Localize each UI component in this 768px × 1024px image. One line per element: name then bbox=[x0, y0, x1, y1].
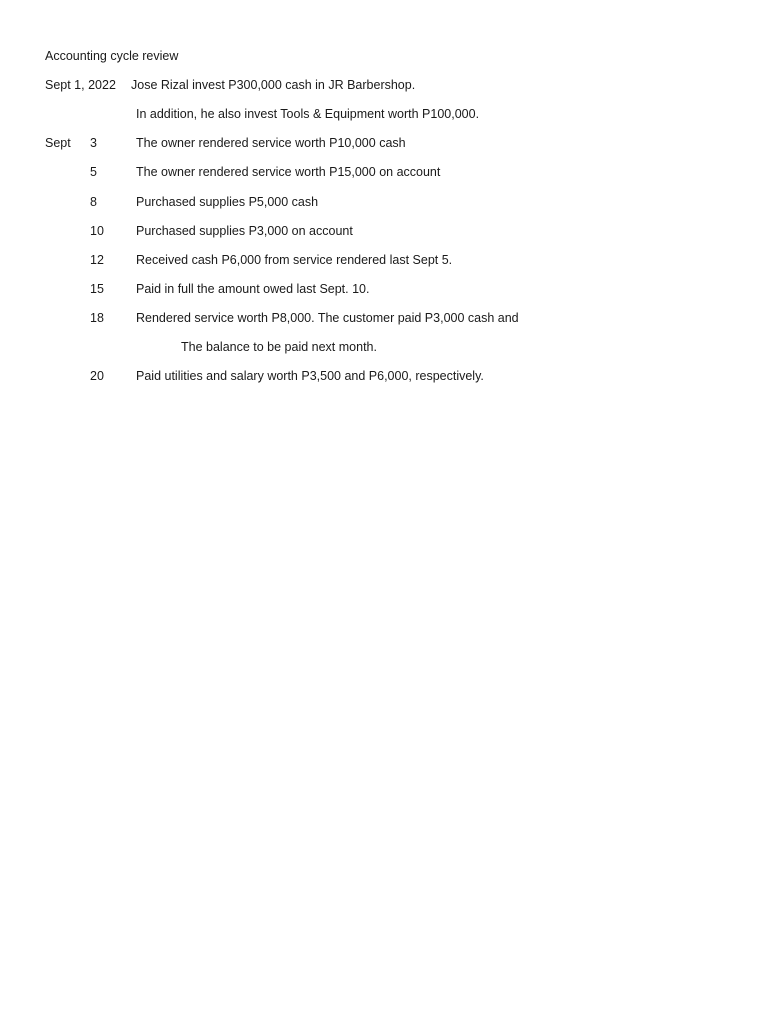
month-label: Sept bbox=[45, 136, 71, 150]
entry-text: Paid utilities and salary worth P3,500 and P6,000, respectively. bbox=[136, 369, 484, 383]
entry-text: Paid in full the amount owed last Sept. 10. bbox=[136, 282, 370, 296]
entry-text: The owner rendered service worth P10,000 cash bbox=[136, 136, 406, 150]
entry-day: 5 bbox=[90, 165, 97, 179]
entry-text: Jose Rizal invest P300,000 cash in JR Barbershop. bbox=[131, 78, 416, 92]
entry-day: 12 bbox=[90, 253, 104, 267]
entry-day: 10 bbox=[90, 224, 104, 238]
entry-text: Rendered service worth P8,000. The customer paid P3,000 cash and bbox=[136, 311, 519, 325]
entry-date: Sept 1, 2022 bbox=[45, 78, 116, 92]
entry-day: 8 bbox=[90, 195, 97, 209]
document-title: Accounting cycle review bbox=[45, 49, 179, 63]
entry-text: The owner rendered service worth P15,000 on account bbox=[136, 165, 441, 179]
entry-text: Received cash P6,000 from service rendered last Sept 5. bbox=[136, 253, 453, 267]
entry-text: Purchased supplies P5,000 cash bbox=[136, 195, 319, 209]
entry-day: 3 bbox=[90, 136, 97, 150]
entry-continuation-text: In addition, he also invest Tools & Equipment worth P100,000. bbox=[136, 107, 480, 121]
entry-day: 20 bbox=[90, 369, 104, 383]
entry-day: 15 bbox=[90, 282, 104, 296]
entry-text: Purchased supplies P3,000 on account bbox=[136, 224, 353, 238]
entry-continuation-text: The balance to be paid next month. bbox=[181, 340, 377, 354]
entry-day: 18 bbox=[90, 311, 104, 325]
